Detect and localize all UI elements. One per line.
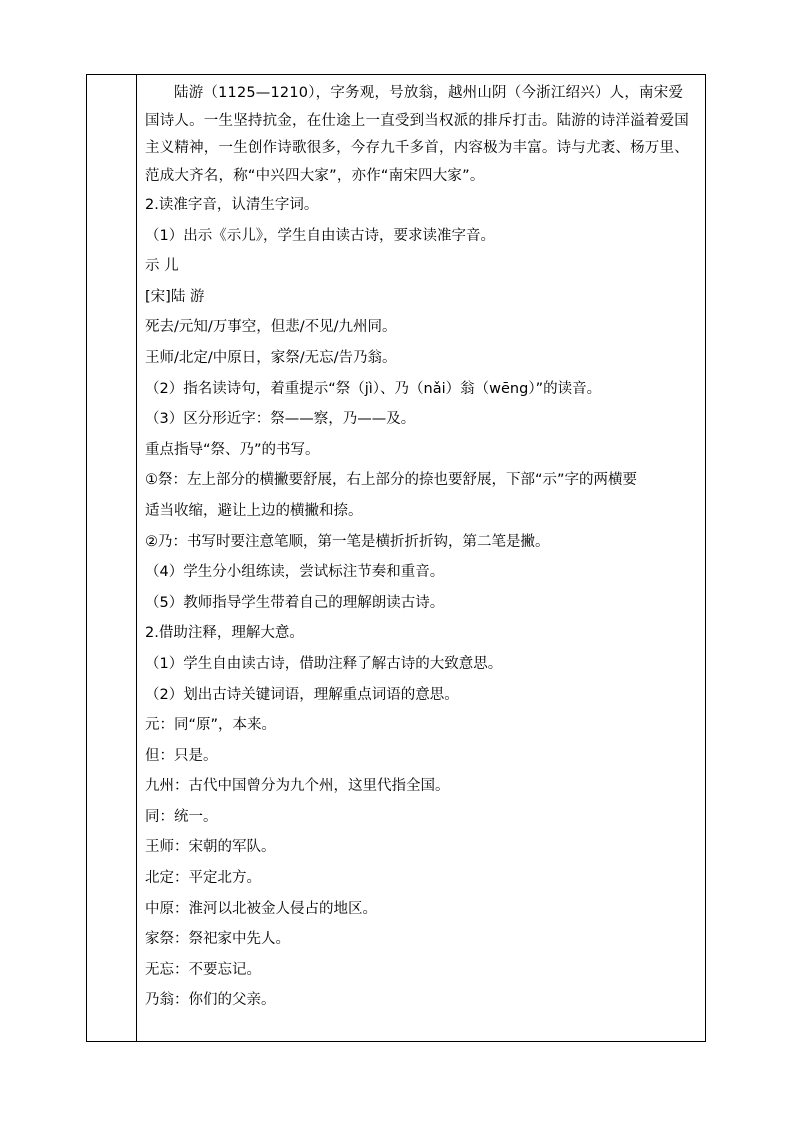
text-line: ①祭：左上部分的横撇要舒展，右上部分的捺也要舒展，下部“示”字的两横要 xyxy=(145,472,638,489)
lesson-table xyxy=(86,74,706,1042)
poem-line: 王师/北定/中原日，家祭/无忘/告乃翁。 xyxy=(145,349,397,366)
poem-title: 示 儿 xyxy=(145,258,179,275)
table-left-column xyxy=(87,75,137,1041)
text-line: （1）学生自由读古诗，借助注释了解古诗的大致意思。 xyxy=(145,655,503,672)
poem-line: 死去/元知/万事空，但悲/不见/九州同。 xyxy=(145,319,397,336)
gloss-line: 同：统一。 xyxy=(145,808,218,825)
gloss-line: 元：同“原”，本来。 xyxy=(145,717,277,734)
gloss-line: 但：只是。 xyxy=(145,747,218,764)
gloss-line: 王师：宋朝的军队。 xyxy=(145,839,276,856)
text-line: 重点指导“祭、乃”的书写。 xyxy=(145,441,320,458)
text-line: 适当收缩，避让上边的横撇和捺。 xyxy=(145,502,363,519)
table-content-cell xyxy=(137,75,705,1041)
text-line: （4）学生分小组练读，尝试标注节奏和重音。 xyxy=(145,564,445,581)
gloss-line: 家祭：祭祀家中先人。 xyxy=(145,931,290,948)
text-line: ②乃：书写时要注意笔顺，第一笔是横折折折钩，第二笔是撇。 xyxy=(145,533,550,550)
text-line: 2.读准字音，认清生字词。 xyxy=(145,197,319,213)
text-line: （1）出示《示儿》，学生自由读古诗，要求读准字音。 xyxy=(145,227,495,244)
gloss-line: 乃翁：你们的父亲。 xyxy=(145,992,276,1009)
text-line: （3）区分形近字：祭——察，乃——及。 xyxy=(145,411,416,428)
text-line: （2）指名读诗句，着重提示“祭（jì）、乃（nǎi）翁（wēng）”的读音。 xyxy=(145,380,602,397)
poem-author: [宋]陆 游 xyxy=(145,288,205,305)
gloss-line: 中原：淮河以北被金人侵占的地区。 xyxy=(145,900,377,917)
text-line: （5）教师指导学生带着自己的理解朗读古诗。 xyxy=(145,594,445,611)
gloss-line: 九州：古代中国曾分为九个州，这里代指全国。 xyxy=(145,778,450,795)
text-line: 2.借助注释，理解大意。 xyxy=(145,625,304,642)
gloss-line: 北定：平定北方。 xyxy=(145,870,261,887)
text-line: （2）划出古诗关键词语，理解重点词语的意思。 xyxy=(145,686,459,703)
gloss-line: 无忘：不要忘记。 xyxy=(145,961,261,978)
poet-intro-paragraph: 陆游（1125—1210），字务观，号放翁，越州山阴（今浙江绍兴）人，南宋爱国诗人。一生坚持抗金，在仕途上一直受到当权派的排斥打击。陆游的诗洋溢着爱国主义精神，一生创作诗歌很多，今存九千多首，内容极为丰富。诗与尤袤、杨万里、范成大齐名，称“中兴四大家”，亦作“南宋四大家”。 xyxy=(145,85,689,184)
